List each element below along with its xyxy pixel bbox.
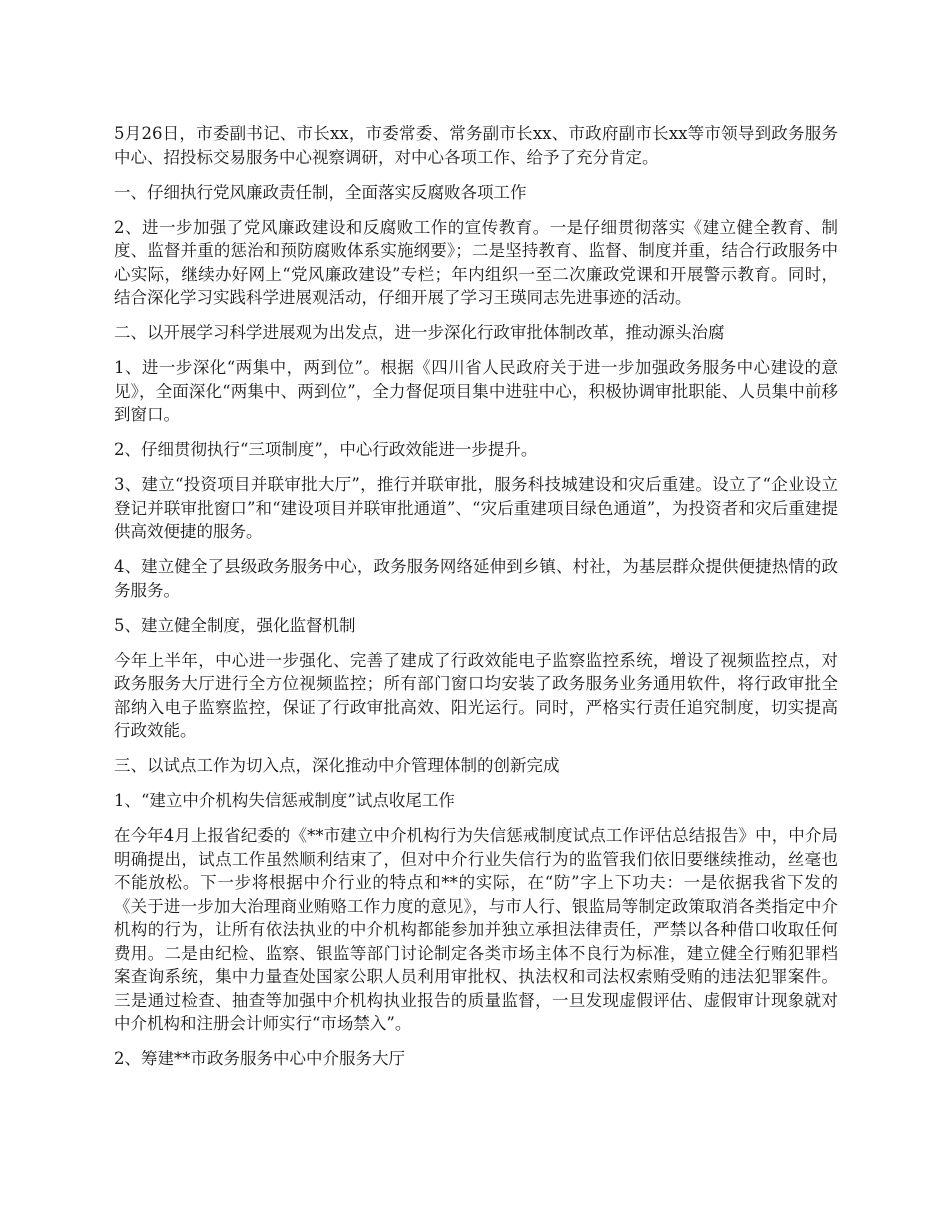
paragraph-intro: 5月26日，市委副书记、市长xx，市委常委、常务副市长xx、市政府副市长xx等市领导到政务服务中心、招投标交易服务中心视察调研，对中心各项工作、给予了充分肯定。 (114, 124, 838, 167)
paragraph-2-5-body: 今年上半年，中心进一步强化、完善了建成了行政效能电子监察监控系统，增设了视频监控点，对政务服务大厅进行全方位视频监控；所有部门窗口均安装了政务服务业务通用软件，将行政审批全部纳入电子监察监控，保证了行政审批高效、阳光运行。同时，严格实行责任追究制度，切实提高行政效能。 (114, 650, 838, 740)
paragraph-2-2: 2、仔细贯彻执行“三项制度”，中心行政效能进一步提升。 (114, 440, 538, 459)
paragraph-2-4: 4、建立健全了县级政务服务中心，政务服务网络延伸到乡镇、村社，为基层群众提供便捷热情的政务服务。 (114, 557, 838, 600)
document-body (114, 122, 838, 1082)
paragraph-3-2: 2、筹建**市政务服务中心中介服务大厅 (114, 1049, 405, 1068)
section-heading-1: 一、仔细执行党风廉政责任制，全面落实反腐败各项工作 (114, 182, 527, 202)
paragraph-2-3: 3、建立“投资项目并联审批大厅”，推行并联审批，服务科技城建设和灾后重建。设立了“企业设立登记并联审批窗口”和“建设项目并联审批通道”、“灾后重建项目绿色通道”，为投资者和灾后重建提供高效便捷的服务。 (114, 475, 838, 541)
paragraph-3-1: 1、“建立中介机构失信惩戒制度”试点收尾工作 (114, 791, 455, 810)
paragraph-1-2: 2、进一步加强了党风廉政建设和反腐败工作的宣传教育。一是仔细贯彻落实《建立健全教育、制度、监督并重的惩治和预防腐败体系实施纲要》；二是坚持教育、监督、制度并重，结合行政服务中心实际，继续办好网上“党风廉政建设”专栏；年内组织一至二次廉政党课和开展警示教育。同时，结合深化学习实践科学进展观活动，仔细开展了学习王瑛同志先进事迹的活动。 (114, 217, 838, 307)
paragraph-2-5: 5、建立健全制度，强化监督机制 (114, 615, 356, 635)
paragraph-3-1-body: 在今年4月上报省纪委的《**市建立中介机构行为失信惩戒制度试点工作评估总结报告》中，中介局明确提出，试点工作虽然顺利结束了，但对中介行业失信行为的监管我们依旧要继续推动，丝毫也不能放松。下一步将根据中介行业的特点和**的实际，在“防”字上下功夫：一是依据我省下发的《关于进一步加大治理商业贿赂工作力度的意见》，与市人行、银监局等制定政策取消各类指定中介机构的行为，让所有依法执业的中介机构都能参加并独立承担法律责任，严禁以各种借口收取任何费用。二是由纪检、监察、银监等部门讨论制定各类市场主体不良行为标准，建立健全行贿犯罪档案查询系统，集中力量查处国家公职人员利用审批权、执法权和司法权索贿受贿的违法犯罪案件。三是通过检查、抽查等加强中介机构执业报告的质量监督，一旦发现虚假评估、虚假审计现象就对中介机构和注册会计师实行“市场禁入”。 (114, 826, 838, 1033)
paragraph-2-1: 1、进一步深化“两集中，两到位”。根据《四川省人民政府关于进一步加强政务服务中心建设的意见》，全面深化“两集中、两到位”，全力督促项目集中进驻中心，积极协调审批职能、人员集中前移到窗口。 (114, 358, 838, 424)
section-heading-2: 二、以开展学习科学进展观为出发点，进一步深化行政审批体制改革，推动源头治腐 (114, 323, 725, 342)
section-heading-3: 三、以试点工作为切入点，深化推动中介管理体制的创新完成 (114, 756, 560, 775)
